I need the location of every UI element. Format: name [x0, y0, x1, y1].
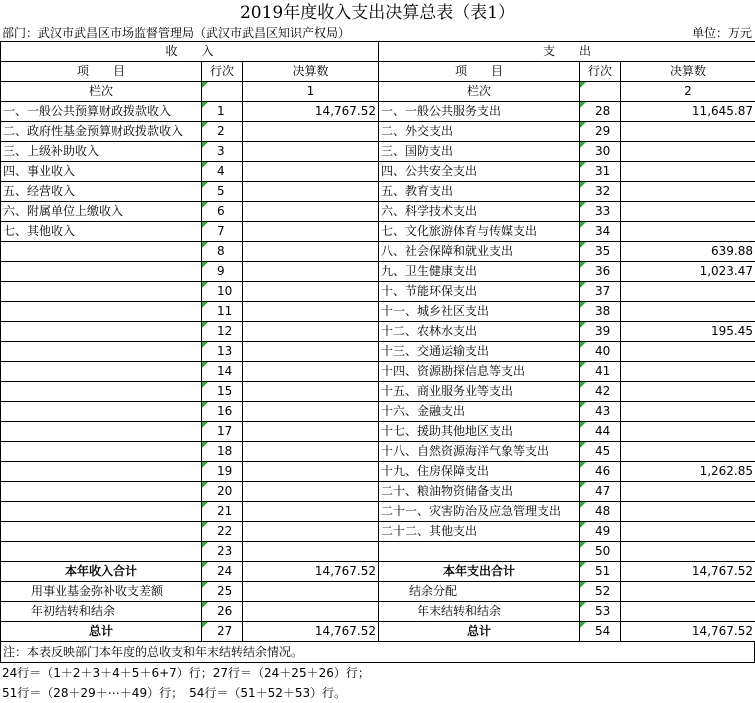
- expense-item: 二十、粮油物资储备支出: [379, 482, 580, 502]
- opening-balance-line: 26: [202, 602, 243, 622]
- expense-amount: [621, 442, 755, 462]
- expense-amount: [621, 482, 755, 502]
- income-item: [1, 542, 202, 562]
- income-col-index: 1: [243, 82, 379, 102]
- table-row: [1, 162, 755, 182]
- income-item: [1, 262, 202, 282]
- expense-line: 32: [580, 182, 621, 202]
- table-row: [1, 502, 755, 522]
- table-row: [1, 202, 755, 222]
- expense-amount: [621, 402, 755, 422]
- opening-balance-amount: [243, 602, 379, 622]
- table-row: [1, 322, 755, 342]
- income-line: 7: [202, 222, 243, 242]
- income-amount: [243, 502, 379, 522]
- income-item: 四、事业收入: [1, 162, 202, 182]
- expense-item: 二十一、灾害防治及应急管理支出: [379, 502, 580, 522]
- income-item: [1, 362, 202, 382]
- table-row: [1, 242, 755, 262]
- income-total-label: 本年收入合计: [1, 562, 202, 582]
- table-row: [1, 122, 755, 142]
- opening-balance-label: 年初结转和结余: [1, 602, 202, 622]
- expense-line: 50: [580, 542, 621, 562]
- column-index-row: [1, 82, 755, 102]
- income-item: [1, 242, 202, 262]
- income-item: 三、上级补助收入: [1, 142, 202, 162]
- table-row: [1, 182, 755, 202]
- expense-grand-total-label: 总计: [379, 622, 580, 642]
- expense-amount: [621, 302, 755, 322]
- closing-balance-amount: [621, 602, 755, 622]
- surplus-distribution-line: 52: [580, 582, 621, 602]
- footnotes: [0, 642, 755, 703]
- carryover-row: [1, 602, 755, 622]
- grand-total-row: [1, 622, 755, 642]
- income-item: [1, 442, 202, 462]
- expense-amount: [621, 362, 755, 382]
- expense-item: [379, 542, 580, 562]
- table-row: [1, 442, 755, 462]
- fund-make-up-line: 25: [202, 582, 243, 602]
- income-line: 16: [202, 402, 243, 422]
- expense-amount: [621, 422, 755, 442]
- expense-line: 42: [580, 382, 621, 402]
- income-lanci-blank: [202, 82, 243, 102]
- column-header-row: [1, 62, 755, 82]
- expense-line: 40: [580, 342, 621, 362]
- income-line: 21: [202, 502, 243, 522]
- department-label: 部门：武汉市武昌区市场监督管理局（武汉市武昌区知识产权局）: [2, 26, 350, 41]
- expense-line: 36: [580, 262, 621, 282]
- income-item: 一、一般公共预算财政拨款收入: [1, 102, 202, 122]
- table-row: [1, 382, 755, 402]
- income-line: 1: [202, 102, 243, 122]
- expense-item: 十八、自然资源海洋气象等支出: [379, 442, 580, 462]
- expense-item: 十九、住房保障支出: [379, 462, 580, 482]
- expense-line: 37: [580, 282, 621, 302]
- meta-line: [0, 26, 755, 41]
- income-line: 18: [202, 442, 243, 462]
- expense-item: 十七、援助其他地区支出: [379, 422, 580, 442]
- closing-balance-line: 53: [580, 602, 621, 622]
- expense-item: 十四、资源勘探信息等支出: [379, 362, 580, 382]
- expense-line: 48: [580, 502, 621, 522]
- expense-item: 十三、交通运输支出: [379, 342, 580, 362]
- table-row: [1, 302, 755, 322]
- income-line: 9: [202, 262, 243, 282]
- expense-line: 46: [580, 462, 621, 482]
- income-amount: [243, 442, 379, 462]
- income-line: 14: [202, 362, 243, 382]
- expense-item: 四、公共安全支出: [379, 162, 580, 182]
- section-header-row: [1, 42, 755, 62]
- income-item: [1, 342, 202, 362]
- expense-grand-total-amount: 14,767.52: [621, 622, 755, 642]
- expense-item: 七、文化旅游体育与传媒支出: [379, 222, 580, 242]
- table-row: [1, 362, 755, 382]
- income-amount: [243, 202, 379, 222]
- note-line: 24行＝（1＋2＋3＋4＋5＋6+7）行；27行＝（24＋25＋26）行；: [0, 663, 755, 683]
- income-line: 12: [202, 322, 243, 342]
- income-grand-total-line: 27: [202, 622, 243, 642]
- expense-amount: [621, 122, 755, 142]
- income-line: 4: [202, 162, 243, 182]
- income-line: 22: [202, 522, 243, 542]
- expense-line: 34: [580, 222, 621, 242]
- income-amount: [243, 282, 379, 302]
- income-line-header: 行次: [202, 62, 243, 82]
- income-line: 20: [202, 482, 243, 502]
- table-row: [1, 342, 755, 362]
- expense-line-header: 行次: [580, 62, 621, 82]
- income-amount: [243, 182, 379, 202]
- income-amount: [243, 362, 379, 382]
- income-amount-header: 决算数: [243, 62, 379, 82]
- expense-amount: [621, 222, 755, 242]
- expense-grand-total-line: 54: [580, 622, 621, 642]
- summary-table: [0, 41, 755, 642]
- income-amount: [243, 262, 379, 282]
- income-item: 六、附属单位上缴收入: [1, 202, 202, 222]
- income-amount: [243, 302, 379, 322]
- income-line: 5: [202, 182, 243, 202]
- expense-line: 39: [580, 322, 621, 342]
- expense-line: 33: [580, 202, 621, 222]
- income-amount: [243, 322, 379, 342]
- income-line: 11: [202, 302, 243, 322]
- expense-item: 十一、城乡社区支出: [379, 302, 580, 322]
- income-amount: [243, 522, 379, 542]
- income-item: [1, 282, 202, 302]
- surplus-distribution-amount: [621, 582, 755, 602]
- unit-label: 单位：万元: [692, 26, 752, 41]
- table-row: [1, 542, 755, 562]
- table-row: [1, 462, 755, 482]
- expense-lanci-label: 栏次: [379, 82, 580, 102]
- income-line: 2: [202, 122, 243, 142]
- income-total-line: 24: [202, 562, 243, 582]
- expense-item: 六、科学技术支出: [379, 202, 580, 222]
- expense-item: 二、外交支出: [379, 122, 580, 142]
- expense-item: 十六、金融支出: [379, 402, 580, 422]
- income-item: 五、经营收入: [1, 182, 202, 202]
- income-amount: 14,767.52: [243, 102, 379, 122]
- income-line: 6: [202, 202, 243, 222]
- income-amount: [243, 402, 379, 422]
- expense-line: 44: [580, 422, 621, 442]
- expense-total-label: 本年支出合计: [379, 562, 580, 582]
- expense-item: 二十二、其他支出: [379, 522, 580, 542]
- income-item: [1, 402, 202, 422]
- income-line: 3: [202, 142, 243, 162]
- fund-make-up-amount: [243, 582, 379, 602]
- expense-line: 31: [580, 162, 621, 182]
- expense-line: 47: [580, 482, 621, 502]
- table-row: [1, 402, 755, 422]
- income-grand-total-amount: 14,767.52: [243, 622, 379, 642]
- fund-balance-row: [1, 582, 755, 602]
- expense-amount: [621, 522, 755, 542]
- expense-amount: [621, 162, 755, 182]
- expense-line: 41: [580, 362, 621, 382]
- table-row: [1, 522, 755, 542]
- income-item: [1, 302, 202, 322]
- note-line: 注：本表反映部门本年度的总收支和年末结转结余情况。: [0, 642, 755, 663]
- income-item: [1, 502, 202, 522]
- income-line: 23: [202, 542, 243, 562]
- expense-item: 九、卫生健康支出: [379, 262, 580, 282]
- income-item: [1, 382, 202, 402]
- income-amount: [243, 342, 379, 362]
- expense-amount: [621, 202, 755, 222]
- income-line: 10: [202, 282, 243, 302]
- expense-amount: [621, 542, 755, 562]
- note-line: 51行＝（28＋29＋⋯＋49）行； 54行＝（51＋52＋53）行。: [0, 683, 755, 703]
- expense-amount: [621, 382, 755, 402]
- expense-amount: 11,645.87: [621, 102, 755, 122]
- income-line: 13: [202, 342, 243, 362]
- expense-item: 八、社会保障和就业支出: [379, 242, 580, 262]
- income-amount: [243, 122, 379, 142]
- income-amount: [243, 542, 379, 562]
- table-row: [1, 102, 755, 122]
- expense-item: 十二、农林水支出: [379, 322, 580, 342]
- income-item: [1, 462, 202, 482]
- income-amount: [243, 222, 379, 242]
- expense-amount: [621, 502, 755, 522]
- expense-item: 五、教育支出: [379, 182, 580, 202]
- expense-line: 28: [580, 102, 621, 122]
- income-amount: [243, 382, 379, 402]
- annual-total-row: [1, 562, 755, 582]
- expense-item: 一、一般公共服务支出: [379, 102, 580, 122]
- expense-line: 43: [580, 402, 621, 422]
- income-item: [1, 482, 202, 502]
- expense-amount: [621, 182, 755, 202]
- expense-item-header: 项 目: [379, 62, 580, 82]
- surplus-distribution-label: 结余分配: [379, 582, 580, 602]
- income-item: 七、其他收入: [1, 222, 202, 242]
- income-line: 15: [202, 382, 243, 402]
- expense-amount: [621, 342, 755, 362]
- expense-amount: [621, 282, 755, 302]
- table-row: [1, 142, 755, 162]
- income-grand-total-label: 总计: [1, 622, 202, 642]
- expense-item: 十、节能环保支出: [379, 282, 580, 302]
- income-item-header: 项 目: [1, 62, 202, 82]
- expense-item: 三、国防支出: [379, 142, 580, 162]
- expense-total-amount: 14,767.52: [621, 562, 755, 582]
- report-title: 2019年度收入支出决算总表（表1）: [0, 0, 755, 26]
- closing-balance-label: 年末结转和结余: [379, 602, 580, 622]
- income-amount: [243, 242, 379, 262]
- income-item: 二、政府性基金预算财政拨款收入: [1, 122, 202, 142]
- income-item: [1, 322, 202, 342]
- expense-total-line: 51: [580, 562, 621, 582]
- expense-line: 45: [580, 442, 621, 462]
- expense-line: 30: [580, 142, 621, 162]
- expense-amount: 1,262.85: [621, 462, 755, 482]
- income-line: 19: [202, 462, 243, 482]
- expense-col-index: 2: [621, 82, 755, 102]
- expense-amount: 639.88: [621, 242, 755, 262]
- expense-line: 38: [580, 302, 621, 322]
- expense-line: 49: [580, 522, 621, 542]
- income-amount: [243, 142, 379, 162]
- income-header: 收 入: [1, 42, 379, 62]
- expense-amount-header: 决算数: [621, 62, 755, 82]
- table-row: [1, 422, 755, 442]
- income-line: 17: [202, 422, 243, 442]
- income-total-amount: 14,767.52: [243, 562, 379, 582]
- income-amount: [243, 422, 379, 442]
- expense-amount: 1,023.47: [621, 262, 755, 282]
- income-item: [1, 522, 202, 542]
- income-amount: [243, 162, 379, 182]
- table-row: [1, 282, 755, 302]
- expense-line: 35: [580, 242, 621, 262]
- income-item: [1, 422, 202, 442]
- table-row: [1, 262, 755, 282]
- expense-amount: 195.45: [621, 322, 755, 342]
- expense-item: 十五、商业服务业等支出: [379, 382, 580, 402]
- table-row: [1, 482, 755, 502]
- expense-lanci-blank: [580, 82, 621, 102]
- income-lanci-label: 栏次: [1, 82, 202, 102]
- expense-amount: [621, 142, 755, 162]
- income-amount: [243, 482, 379, 502]
- income-line: 8: [202, 242, 243, 262]
- table-row: [1, 222, 755, 242]
- fund-make-up-label: 用事业基金弥补收支差额: [1, 582, 202, 602]
- expense-line: 29: [580, 122, 621, 142]
- expense-header: 支 出: [379, 42, 755, 62]
- income-amount: [243, 462, 379, 482]
